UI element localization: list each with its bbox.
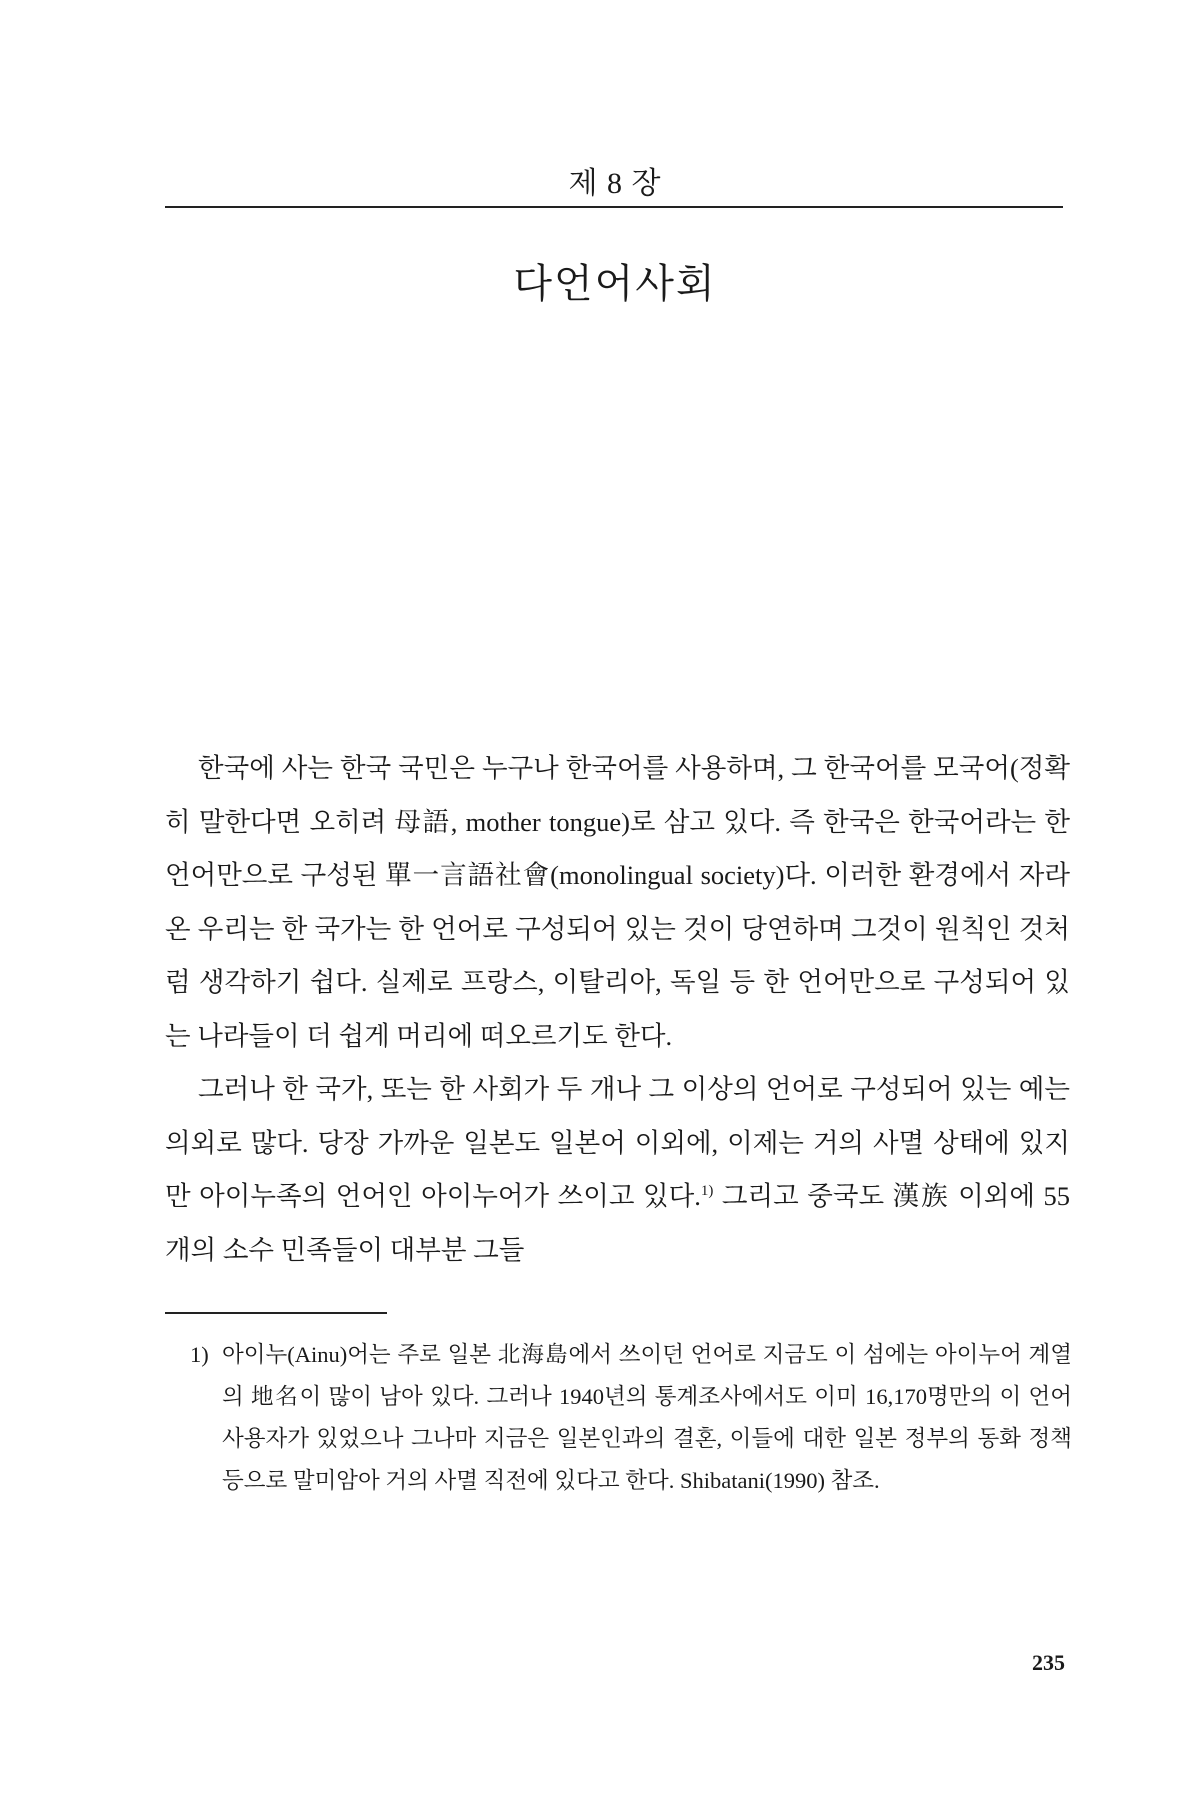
page-number: 235 — [1032, 1650, 1065, 1675]
footnote-body — [190, 1334, 1072, 1502]
body-paragraph-2 — [165, 1063, 1070, 1277]
body-paragraph-1: 한국에 사는 한국 국민은 누구나 한국어를 사용하며, 그 한국어를 모국어(정확히 말한다면 오히려 母語, mother tongue)로 삼고 있다. 즉 한국은 한국어라는 한 언어만으로 구성된 單一言語社會(monolingual society)다. 이러한 환경에서 자라온 우리는 한 국가는 한 언어로 구성되어 있는 것이 당연하며 그것이 원칙인 것처럼 생각하기 쉽다. 실제로 프랑스, 이탈리아, 독일 등 한 언어만으로 구성되어 있는 나라들이 더 쉽게 머리에 떠오르기도 한다. — [165, 753, 1070, 1051]
footnote-rule — [165, 1312, 387, 1314]
footnote-text: 아이누(Ainu)어는 주로 일본 北海島에서 쓰이던 언어로 지금도 이 섬에는 아이누어 계열의 地名이 많이 남아 있다. 그러나 1940년의 통계조사에서도 이미 16,170명만의 이 언어 사용자가 있었으나 그나마 지금은 일본인과의 결혼, 이들에 대한 일본 정부의 동화 정책 등으로 말미암아 거의 사멸 직전에 있다고 한다. Shibatani(1990) 참조. — [222, 1342, 1072, 1493]
body-text — [165, 742, 1070, 1277]
chapter-rule — [165, 206, 1063, 208]
body-paragraph-2-part-b: 그리고 중국도 漢族 이외에 55개의 소수 민족들이 대부분 그들 — [165, 1181, 1070, 1265]
footnote — [190, 1334, 1072, 1502]
body-paragraph-2-part-a: 그러나 한 국가, 또는 한 사회가 두 개나 그 이상의 언어로 구성되어 있는 예는 의외로 많다. 당장 가까운 일본도 일본어 이외에, 이제는 거의 사멸 상태에 있지만 아이누족의 언어인 아이누어가 쓰이고 있다. — [165, 1074, 1070, 1211]
footnote-number: 1) — [190, 1342, 209, 1367]
chapter-label: 제 8 장 — [568, 167, 662, 200]
footnote-reference: 1) — [700, 1183, 714, 1199]
chapter-title: 다언어사회 — [513, 261, 717, 306]
